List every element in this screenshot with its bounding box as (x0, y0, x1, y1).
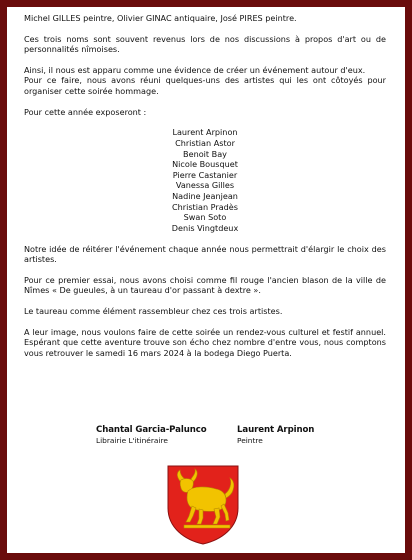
artist-name: Nicole Bousquet (172, 159, 238, 170)
artist-name: Laurent Arpinon (172, 127, 238, 138)
paragraph-coat-of-arms: Pour ce premier essai, nous avons choisi comme fil rouge l'ancien blason de la ville de Nîmes « De gueules, à un taureau d'or passant à dextre ». (24, 274, 386, 296)
signatory-name: Chantal Garcia-Palunco (96, 425, 207, 435)
signature-left (96, 425, 207, 446)
paragraph-yearly: Notre idée de réitérer l'événement chaque année nous permettrait d'élargir le choix des artistes. (24, 243, 386, 265)
signatory-role: Peintre (237, 436, 263, 445)
artist-name: Nadine Jeanjean (172, 190, 238, 201)
artist-name: Swan Soto (183, 212, 227, 223)
paragraph-bull: Le taureau comme élément rassembleur chez ces trois artistes. (24, 306, 283, 317)
artist-name: Benoit Bay (183, 148, 227, 159)
artist-name: Denis Vingtdeux (171, 222, 239, 233)
exhibitors-heading: Pour cette année exposeront : (24, 106, 147, 117)
paragraph-discussions: Ces trois noms sont souvent revenus lors de nos discussions à propos d'art ou de personnalités nîmoises. (24, 33, 386, 55)
intro-line: Michel GILLES peintre, Olivier GINAC antiquaire, José PIRES peintre. (24, 13, 297, 23)
artist-name: Pierre Castanier (172, 169, 238, 180)
artist-list (24, 127, 386, 233)
signatory-name: Laurent Arpinon (237, 425, 315, 435)
bull-coat-of-arms-icon (166, 464, 240, 546)
artist-name: Christian Pradès (171, 201, 239, 212)
artist-name: Vanessa Gilles (175, 180, 235, 191)
paragraph-event-idea (24, 65, 386, 96)
paragraph-invitation: A leur image, nous voulons faire de cette soirée un rendez-vous culturel et festif annuel. Espérant que cette aventure trouve son écho chez nombre d'entre vous, nous comptons vous retrouver le samedi 16 mars 2024 à la bodega Diego Puerta. (24, 326, 386, 358)
letter-body (24, 13, 386, 369)
artist-name: Christian Astor (175, 138, 235, 148)
paragraph-event-idea-line-1: Ainsi, il nous est apparu comme une évidence de créer un événement autour d'eux. (24, 65, 366, 75)
signature-block (96, 425, 356, 449)
signature-right (237, 425, 314, 446)
paragraph-event-idea-line-2: Pour ce faire, nous avons réuni quelques-uns des artistes qui les ont côtoyés pour organiser cette soirée hommage. (24, 75, 386, 96)
signatory-role: Librairie L'itinéraire (96, 436, 168, 445)
